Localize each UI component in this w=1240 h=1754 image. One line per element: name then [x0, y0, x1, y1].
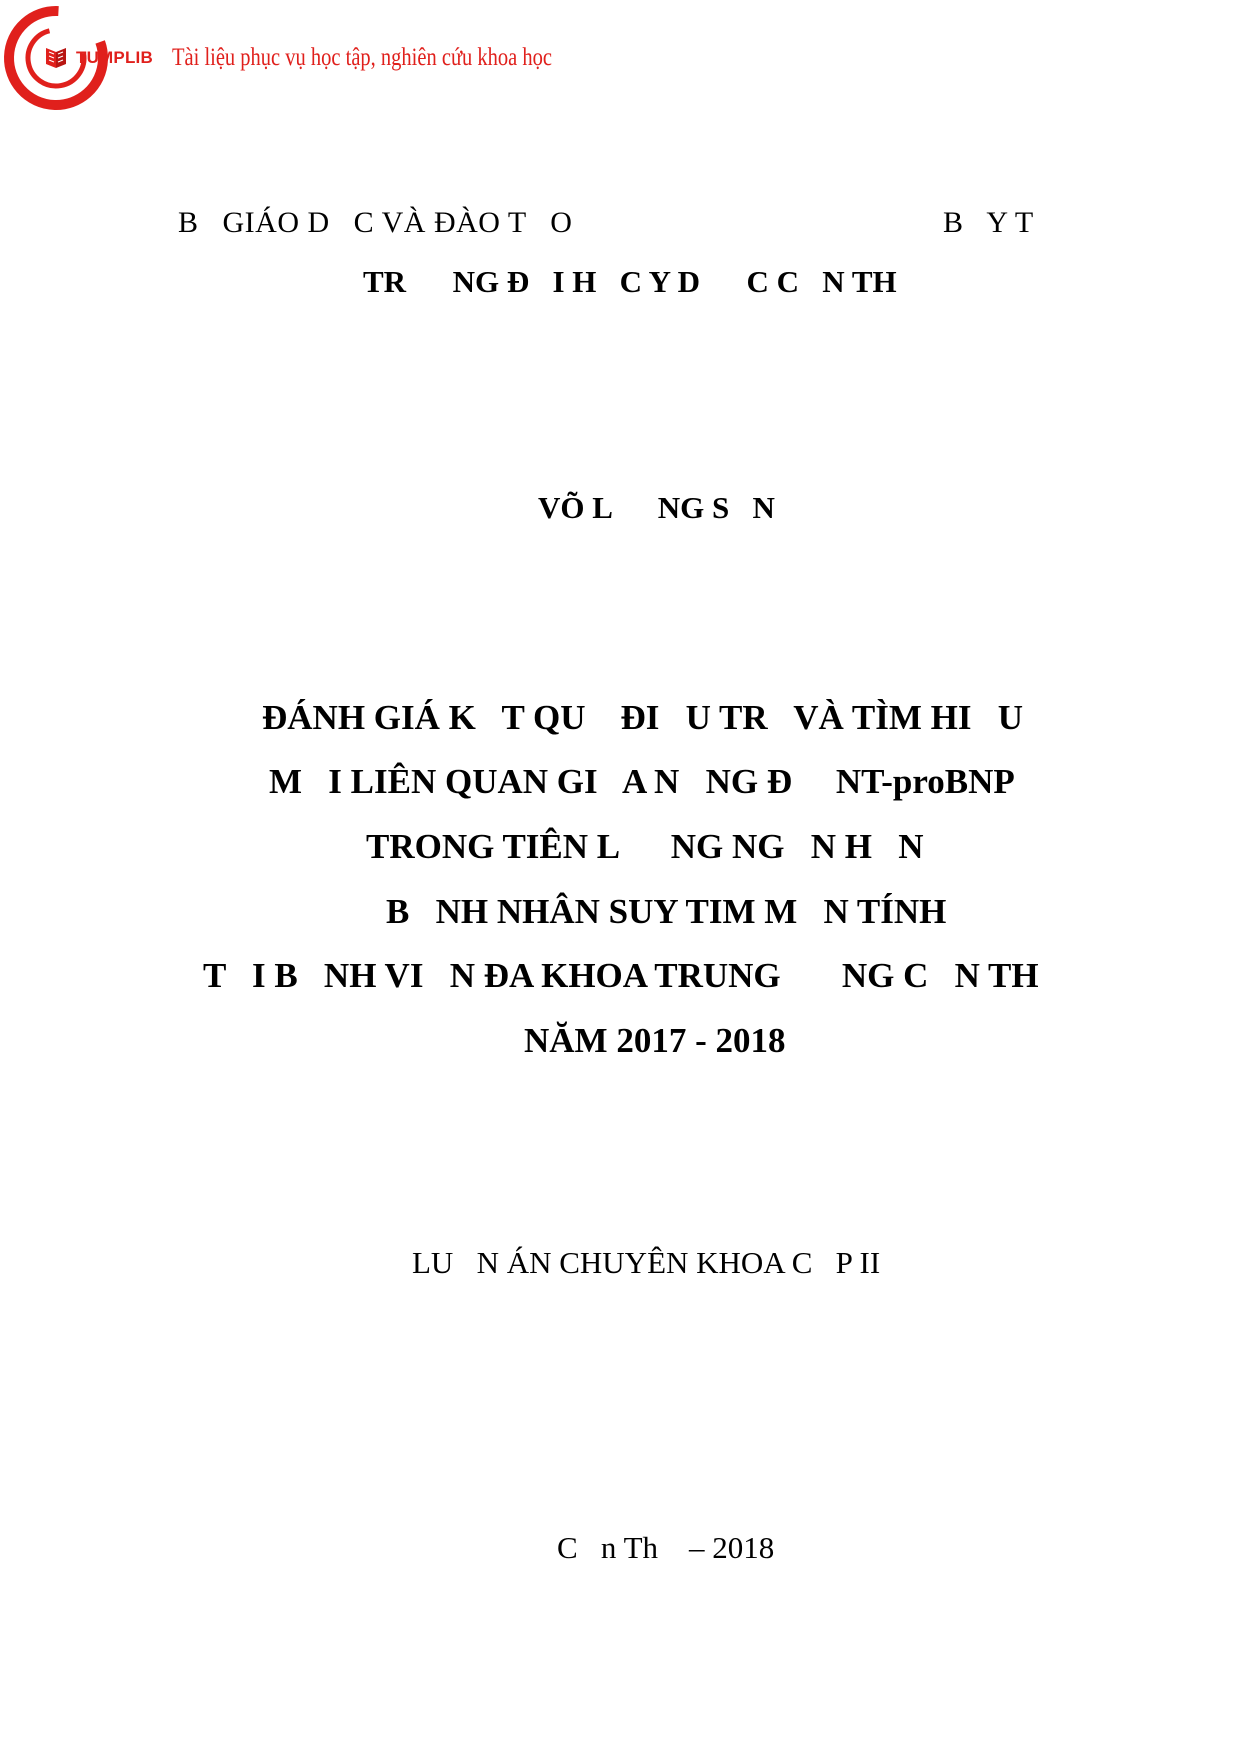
ministry-health-heading: B Y T: [943, 206, 1034, 239]
thesis-title-line: TRONG TIÊN L NG NG N H N: [366, 827, 924, 866]
ministry-education-heading: B GIÁO D C VÀ ĐÀO T O: [178, 206, 573, 239]
logo-tagline: Tài liệu phục vụ học tập, nghiên cứu khoa học: [172, 44, 553, 71]
thesis-title-line: ĐÁNH GIÁ K T QU ĐI U TR VÀ TÌM HI U: [262, 698, 1024, 737]
thesis-title-line: NĂM 2017 - 2018: [524, 1021, 786, 1060]
logo-brand-name: TUMPLIB: [76, 48, 153, 67]
thesis-title-line: B NH NHÂN SUY TIM M N TÍNH: [386, 892, 947, 931]
watermark-logo: [0, 0, 620, 125]
thesis-title-line: M I LIÊN QUAN GI A N NG Đ NT-proBNP: [269, 762, 1015, 801]
university-heading: TR NG Đ I H C Y D C C N TH: [363, 264, 897, 299]
thesis-type: LU N ÁN CHUYÊN KHOA C P II: [412, 1245, 881, 1280]
author-name: VÕ L NG S N: [538, 490, 775, 525]
open-book-icon: [46, 48, 66, 68]
thesis-title-line: T I B NH VI N ĐA KHOA TRUNG NG C N TH: [203, 956, 1039, 995]
place-and-year: C n Th – 2018: [557, 1530, 775, 1565]
